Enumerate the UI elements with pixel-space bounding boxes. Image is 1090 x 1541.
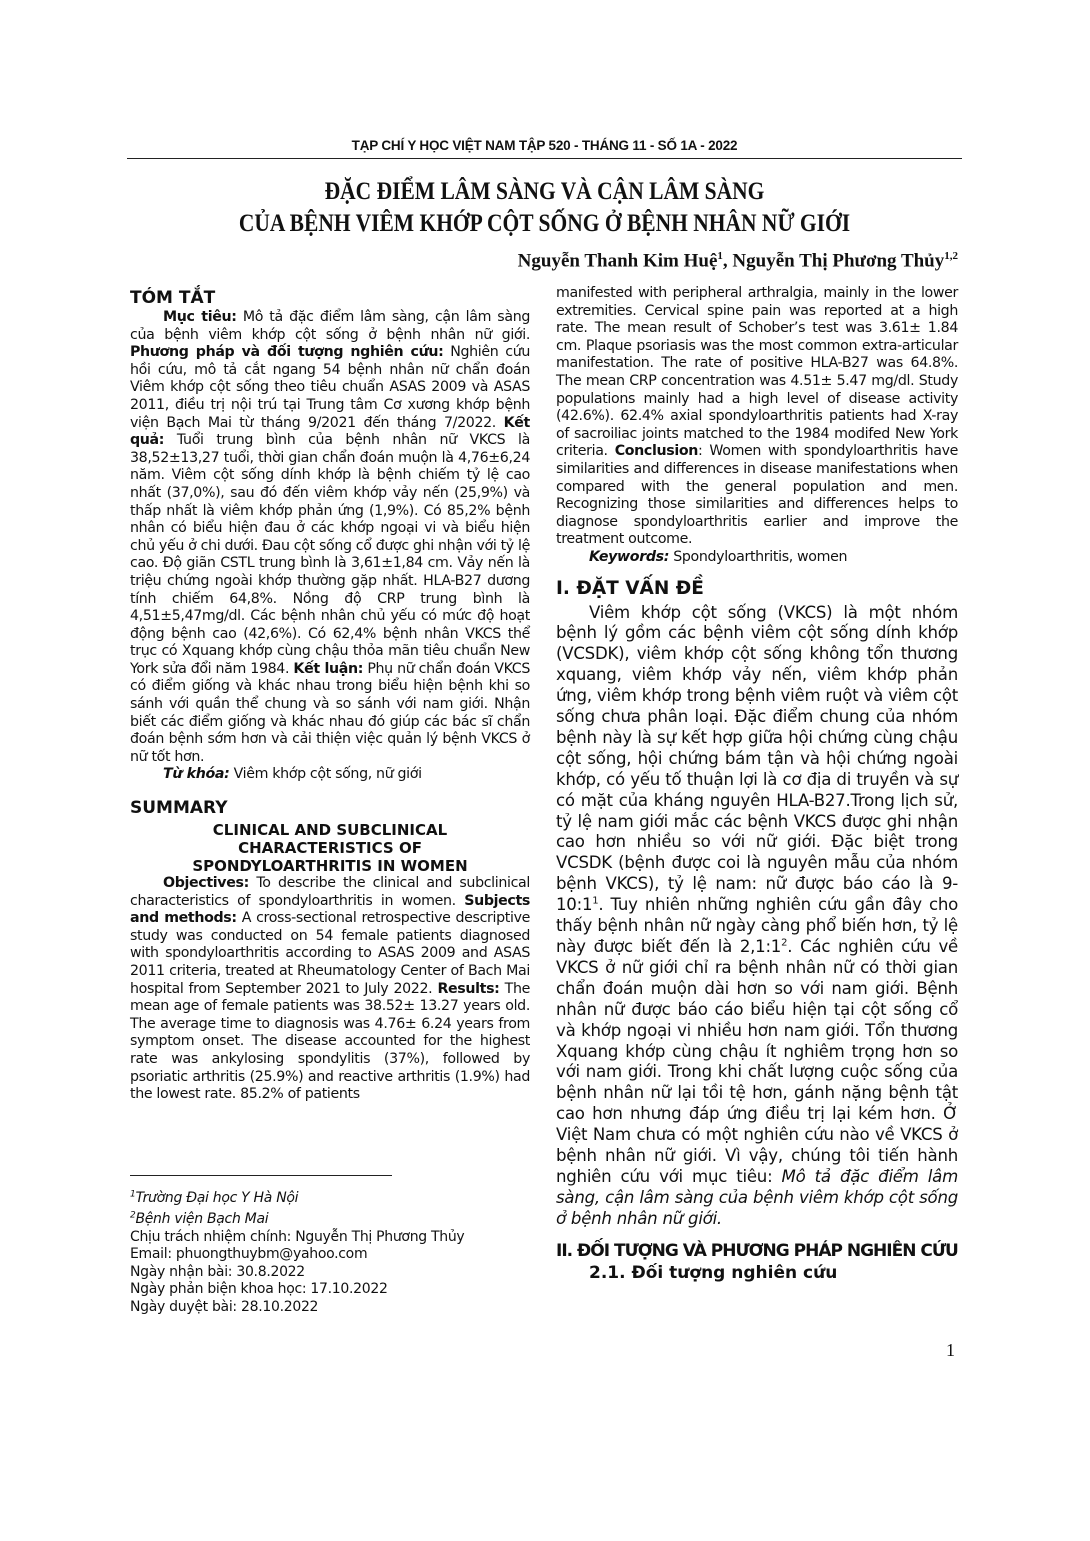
footnote-divider (130, 1175, 392, 1176)
text: The mean age of female patients was 38.52± 13.27 years old. The average time to diagnosis was 4.76± 6.24 years from symptom onset. The disease accounted for the highest rate was ankylosing spondylitis (37%), followed by psoriatic arthritis (25.9%) and reactive arthritis (1.9%) had the lowest rate. 85.2% of patients (130, 980, 530, 1103)
text: To describe the clinical and subclinical characteristics of spondyloarthritis in women. (130, 875, 530, 909)
label: Kết quả: (130, 414, 530, 449)
abstract-en-heading: SUMMARY (130, 798, 228, 819)
reviewed-date: Ngày phản biện khoa học: 17.10.2022 (130, 1281, 388, 1298)
citation: 2 (781, 937, 788, 949)
text: manifested with peripheral arthralgia, mainly in the lower extremities. Cervical spine pain was reported at a high rate. The mean result of Schober’s test was 3.61± 1.84 cm. Plaque psoriasis was the most common extra-articular manifestation. The rate of positive HLA-B27 was 64.8%. The mean CRP concentration was 4.51± 5.47 mg/dl. Study populations mainly had a high level of disease activity (42.6%). 62.4% axial spondyloarthritis patients had X-ray of sacroiliac joints matched to the 1984 modifed New York criteria. (556, 285, 958, 460)
abstract-en-keywords (556, 549, 958, 567)
label: Subjects and methods: (130, 892, 530, 927)
text: Phụ nữ chẩn đoán VKCS có điểm giống và khác nhau trong biểu hiện bệnh khi so sánh với quần thể chung và so sánh với nam giới. Nhận biết các điểm giống và khác nhau đó giúp các bác sĩ chẩn đoán bệnh sớm hơn và cải thiện việc quản lý bệnh VKCS ở nữ tốt hơn. (130, 660, 530, 765)
page-number: 1 (946, 1340, 955, 1360)
accepted-date: Ngày duyệt bài: 28.10.2022 (130, 1298, 319, 1315)
label: Results: (437, 980, 500, 997)
header-divider (127, 158, 962, 159)
text: Nghiên cứu hồi cứu, mô tả cắt ngang 54 bệnh nhân nữ chẩn đoán Viêm khớp cột sống theo tiêu chuẩn ASAS 2009 và ASAS 2011, điều trị nội trú tại Trung tâm Cơ xương khớp bệnh viện Bạch Mai từ tháng 9/2021 đến tháng 7/2022. (130, 344, 530, 431)
author-name: Nguyễn Thị Phương Thủy (732, 250, 945, 272)
title-line: CHARACTERISTICS OF (238, 839, 422, 858)
text: . Tuy nhiên những nghiên cứu gần đây cho thấy bệnh nhân nữ ngày càng phổ biến hơn, tỷ lệ này được biết đến là 2,1:1 (556, 895, 958, 956)
text: Viêm khớp cột sống (VKCS) là một nhóm bệnh lý gồm các bệnh viêm cột sống dính khớp (VCSDK), viêm khớp cột sống không tổn thương xquang, viêm khớp vảy nến, viêm khớp phản ứng, viêm khớp trong bệnh viêm ruột và viêm cột sống chưa phân loại. Đặc điểm chung của nhóm bệnh này là sự kết hợp giữa hội chứng cùng chậu cột sống, hội chứng bám tận và hội chứng ngoài khớp, có yếu tố thuận lợi là cơ địa di truyền và sự có mặt của kháng nguyên HLA-B27.Trong lịch sử, tỷ lệ nam giới mắc các bệnh VKCS được ghi nhận cao hơn nhiều so với nữ giới. Đặc biệt trong VCSDK (bệnh được coi là nguyên mẫu của nhóm bệnh VKCS), tỷ lệ nam: nữ được báo cáo là 9-10:1 (556, 602, 958, 915)
title-line: CLINICAL AND SUBCLINICAL (212, 821, 448, 840)
affiliation: Trường Đại học Y Hà Nội (135, 1189, 299, 1206)
author-affiliation: 1,2 (944, 250, 958, 262)
intro-paragraph (556, 603, 958, 1230)
subsection-heading: 2.1. Đối tượng nghiên cứu (589, 1262, 838, 1283)
label: Kết luận: (293, 660, 364, 677)
title-line: SPONDYLOARTHRITIS IN WOMEN (192, 857, 468, 876)
email: Email: phuongthuybm@yahoo.com (130, 1246, 368, 1263)
study-aim: Mô tả đặc điểm lâm sàng, cận lâm sàng của bệnh viêm khớp cột sống ở bệnh nhân nữ giới. (556, 1166, 958, 1228)
text: . Các nghiên cứu về VKCS ở nữ giới chỉ ra bệnh nhân nữ có thời gian chẩn đoán muộn dài hơn so với nam giới. Bệnh nhân nữ được báo cáo biểu hiện tại cột sống cổ và khớp ngoại vi nhiều hơn nam giới. Tổn thương Xquang khớp cùng chậu ít nghiêm trọng hơn so với nam giới. Trong khi chất lượng cuộc sống của bệnh nhân nữ lại tồi tệ hơn, gánh nặng bệnh tật cao hơn nhưng đáp ứng điều trị lại kém hơn. Ở Việt Nam chưa có một nghiên cứu nào về VKCS ở bệnh nhân nữ giới. Vì vậy, chúng tôi tiến hành nghiên cứu với mục tiêu: (556, 937, 958, 1186)
author-name: Nguyễn Thanh Kim Huệ (517, 250, 718, 272)
text: Viêm khớp cột sống, nữ giới (229, 766, 422, 783)
text: : Women with spondyloarthritis have similarities and differences in disease manifestations when compared with the general population and men. Recognizing those similarities and differences helps to diagnose spondyloarthritis earlier and improve the treatment outcome. (556, 443, 959, 548)
abstract-vi-heading: TÓM TẮT (130, 288, 216, 308)
section-heading-methods: II. ĐỐI TƯỢNG VÀ PHƯƠNG PHÁP NGHIÊN CỨU (556, 1240, 958, 1261)
label: Keywords: (589, 548, 670, 565)
title-line: CỦA BỆNH VIÊM KHỚP CỘT SỐNG Ở BỆNH NHÂN NỮ GIỚI (238, 210, 851, 237)
authors (518, 250, 958, 272)
text: Mô tả đặc điểm lâm sàng, cận lâm sàng của bệnh viêm khớp cột sống ở bệnh nhân nữ giới. (130, 309, 530, 343)
right-column (556, 285, 958, 1284)
abstract-vi-body (130, 309, 530, 766)
affiliation: Bệnh viện Bạch Mai (135, 1210, 269, 1227)
left-column (130, 287, 530, 1104)
abstract-vi-keywords (130, 766, 530, 784)
label: Mục tiêu: (163, 309, 237, 325)
title-line: ĐẶC ĐIỂM LÂM SÀNG VÀ CẬN LÂM SÀNG (324, 178, 765, 205)
section-heading-intro: I. ĐẶT VẤN ĐỀ (556, 577, 704, 599)
corresponding-author: Chịu trách nhiệm chính: Nguyễn Thị Phương Thủy (130, 1228, 465, 1245)
affiliation-number: 1 (130, 1189, 136, 1199)
footnotes (130, 1186, 464, 1316)
affiliation-number: 2 (130, 1210, 136, 1221)
received-date: Ngày nhận bài: 30.8.2022 (130, 1263, 305, 1280)
text: Spondyloarthritis, women (669, 548, 848, 565)
author-affiliation: 1 (717, 250, 723, 262)
text: A cross-sectional retrospective descriptive study was conducted on 54 female patients diagnosed with spondyloarthritis according to ASAS 2009 and ASAS 2011 criteria, treated at Rheumatology Center of Bach Mai hospital from September 2021 to July 2022. (130, 910, 530, 997)
journal-header: TẠP CHÍ Y HỌC VIỆT NAM TẬP 520 - THÁNG 11 - SỐ 1A - 2022 (351, 138, 738, 153)
abstract-en-body-continued (556, 285, 958, 549)
label: Từ khóa: (163, 766, 230, 783)
citation: 1 (592, 895, 599, 907)
text: Tuổi trung bình của bệnh nhân nữ VKCS là 38,52±13,27 tuổi, thời gian chẩn đoán muộn là 4,76±6,24 năm. Viêm cột sống dính khớp là bệnh chiếm tỷ lệ cao nhất (37,0%), sau đó đến viêm khớp vảy nến (25,9%) và thấp nhất là viêm khớp phản ứng (1,9%). Có 85,2% bệnh nhân có biểu hiện đau ở các khớp ngoại vi và biểu hiện chủ yếu ở chi dưới. Đau cột sống cổ được ghi nhận với tỷ lệ cao. Độ giãn CSTL trung bình là 3,61±1,84 cm. Vảy nến là triệu chứng ngoài khớp thường gặp nhất. HLA-B27 dương tính chiếm 64,8%. Nồng độ CRP trung bình là 4,51±5,47mg/dl. Các bệnh nhân chủ yếu có mức độ hoạt động bệnh cao (42,6%). Có 62,4% bệnh nhân VKCS thể trục có Xquang khớp cùng chậu thỏa mãn tiêu chuẩn New York sửa đổi năm 1984. (130, 432, 530, 677)
label: Phương pháp và đối tượng nghiên cứu: (130, 344, 444, 361)
author-separator: , (722, 250, 733, 272)
article-title (185, 176, 903, 240)
label: Objectives: (163, 875, 249, 892)
abstract-en-body (130, 875, 530, 1104)
label: Conclusion (614, 443, 698, 460)
abstract-en-title (130, 821, 530, 875)
